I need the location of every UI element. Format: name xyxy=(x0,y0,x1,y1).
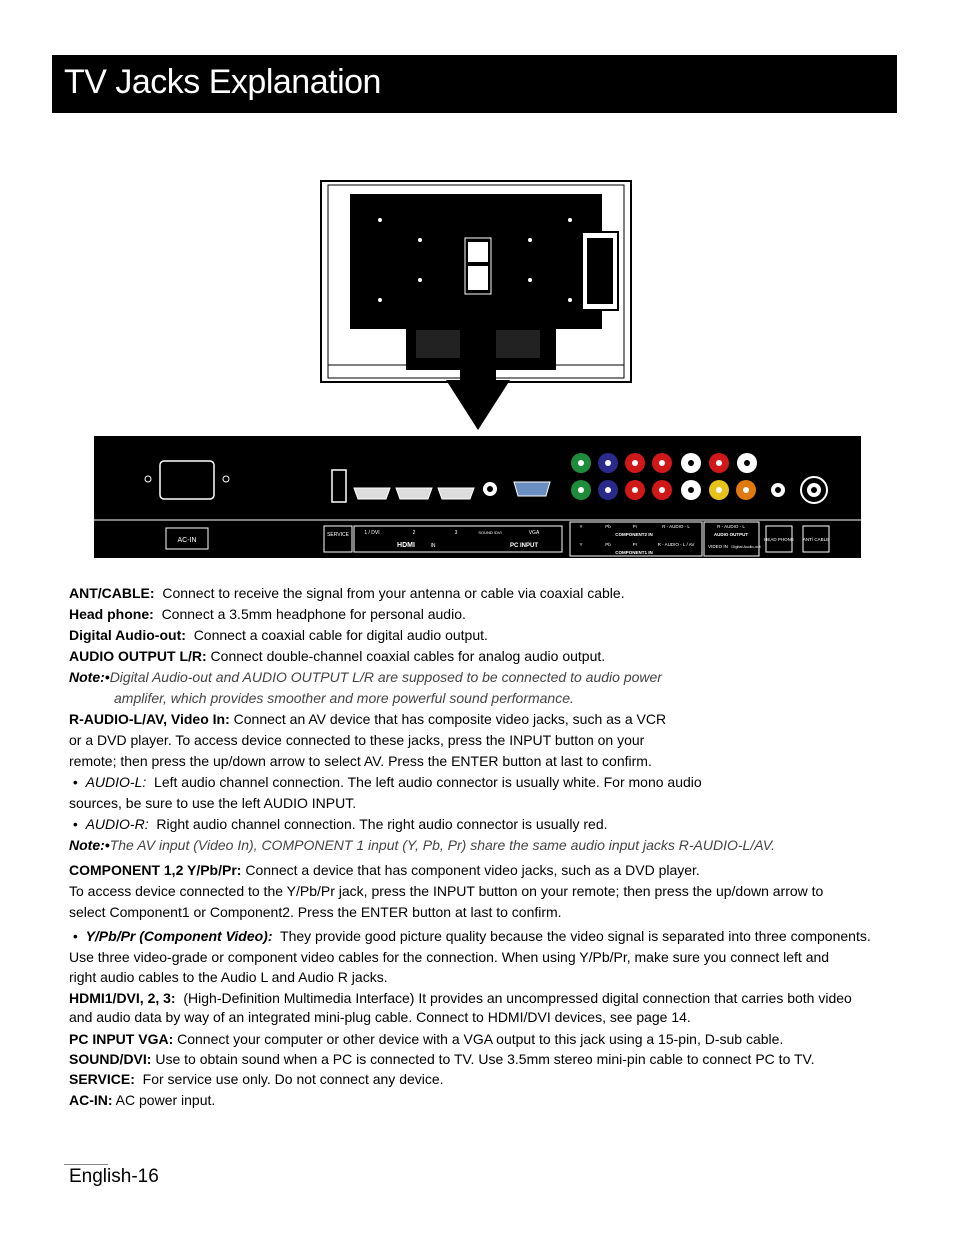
audio-output-row-label: R - AUDIO - L xyxy=(717,524,745,529)
hdmi-desc: HDMI1/DVI, 2, 3: (High-Definition Multimedia Interface) It provides an uncompressed digital connection that carries both video xyxy=(69,990,852,1006)
service-label: SERVICE xyxy=(327,532,349,538)
comp1-audio-label: R - AUDIO - L / AV xyxy=(657,542,695,547)
note-1-line-2: amplifer, which provides smoother and more powerful sound performance. xyxy=(114,690,574,706)
audio-output-lr-desc: AUDIO OUTPUT L/R: Connect double-channel coaxial cables for analog audio output. xyxy=(69,648,606,664)
sound-dvi-label: SOUND /DVI xyxy=(478,530,502,535)
comp2-audio-label: R - AUDIO - L xyxy=(662,524,690,529)
comp1-pb-label: Pb xyxy=(605,542,611,547)
hdmi-in-suffix: IN xyxy=(430,543,436,549)
component-desc-2: To access device connected to the Y/Pb/Pr jack, press the INPUT button on your remote; then press the up/down arrow to xyxy=(69,883,824,899)
comp1-in-label: COMPONENT1 IN xyxy=(615,550,653,555)
r-audio-av-desc: R-AUDIO-L/AV, Video In: Connect an AV device that has composite video jacks, such as a VCR xyxy=(69,711,667,727)
hdmi-in-label: HDMI xyxy=(397,542,415,549)
comp2-pb-label: Pb xyxy=(605,524,611,529)
jack-descriptions xyxy=(69,583,919,1111)
comp1-pr-label: Pr xyxy=(632,542,638,547)
jack-panel xyxy=(94,436,861,558)
vga-label: VGA xyxy=(528,530,540,536)
sound-dvi-desc: SOUND/DVI: Use to obtain sound when a PC is connected to TV. Use 3.5mm stereo mini-pin cable to connect PC to TV. xyxy=(69,1051,815,1067)
component-desc-3: select Component1 or Component2. Press the ENTER button at last to confirm. xyxy=(69,904,562,920)
head-phone-label: HEAD PHONE xyxy=(764,537,794,542)
ac-in-desc: AC-IN: AC power input. xyxy=(69,1092,216,1108)
ant-cable-label: ANT/ CABLE xyxy=(802,537,830,542)
ypbpr-desc-3: right audio cables to the Audio L and Audio R jacks. xyxy=(69,969,388,985)
hdmi-port-2-label: 2 xyxy=(412,530,416,536)
hdmi-port-1-label: 1 / DVI xyxy=(364,530,380,536)
pc-input-label: PC INPUT xyxy=(509,543,539,549)
comp2-y-label: Y xyxy=(579,524,583,529)
page-title: TV Jacks Explanation xyxy=(64,63,381,101)
pc-input-desc: PC INPUT VGA: Connect your computer or other device with a VGA output to this jack using a 15-pin, D-sub cable. xyxy=(69,1031,784,1047)
r-audio-av-desc-3: remote; then press the up/down arrow to select AV. Press the ENTER button at last to confirm. xyxy=(69,753,652,769)
audio-l-desc-2: sources, be sure to use the left AUDIO INPUT. xyxy=(69,795,357,811)
comp1-y-label: Y xyxy=(579,542,583,547)
video-in-label: VIDEO IN xyxy=(708,544,728,549)
service-desc: SERVICE: For service use only. Do not connect any device. xyxy=(69,1071,444,1087)
digital-audio-out-desc: Digital Audio-out: Connect a coaxial cable for digital audio output. xyxy=(69,627,488,643)
head-phone-desc: Head phone: Connect a 3.5mm headphone for personal audio. xyxy=(69,606,466,622)
r-audio-av-desc-2: or a DVD player. To access device connected to these jacks, press the INPUT button on your xyxy=(69,732,645,748)
ypbpr-desc-2: Use three video-grade or component video cables for the connection. When using Y/Pb/Pr, make sure you connect left and xyxy=(69,949,830,965)
audio-l-desc: • AUDIO-L: Left audio channel connection. The left audio connector is usually white. For mono audio xyxy=(69,774,702,790)
note-2: Note:•The AV input (Video In), COMPONENT 1 input (Y, Pb, Pr) share the same audio input jacks R-AUDIO-L/AV. xyxy=(69,837,775,853)
component-desc: COMPONENT 1,2 Y/Pb/Pr: Connect a device that has component video jacks, such as a DVD player. xyxy=(69,862,700,878)
page-number: English-16 xyxy=(69,1166,159,1187)
note-1: Note:•Digital Audio-out and AUDIO OUTPUT L/R are supposed to be connected to audio power xyxy=(69,669,662,685)
footer-rule xyxy=(64,1164,108,1165)
audio-r-desc: • AUDIO-R: Right audio channel connection. The right audio connector is usually red. xyxy=(69,816,608,832)
down-arrow-icon xyxy=(446,330,510,430)
hdmi-port-3-label: 3 xyxy=(454,530,458,536)
hdmi-desc-2: and audio data by way of an integrated mini-plug cable. Connect to HDMI/DVI devices, see page 14. xyxy=(69,1009,691,1025)
ypbpr-desc: • Y/Pb/Pr (Component Video): They provide good picture quality because the video signal is separated into three components. xyxy=(69,928,871,944)
comp2-in-label: COMPONENT2 IN xyxy=(615,532,653,537)
ant-cable-desc: ANT/CABLE: Connect to receive the signal from your antenna or cable via coaxial cable. xyxy=(69,585,625,601)
digital-audio-out-label: Digital Audio-out xyxy=(731,544,761,549)
title-bar xyxy=(52,55,897,113)
comp2-pr-label: Pr xyxy=(632,524,638,529)
audio-output-label: AUDIO OUTPUT xyxy=(713,532,749,537)
ac-in-label: AC-IN xyxy=(177,537,197,544)
